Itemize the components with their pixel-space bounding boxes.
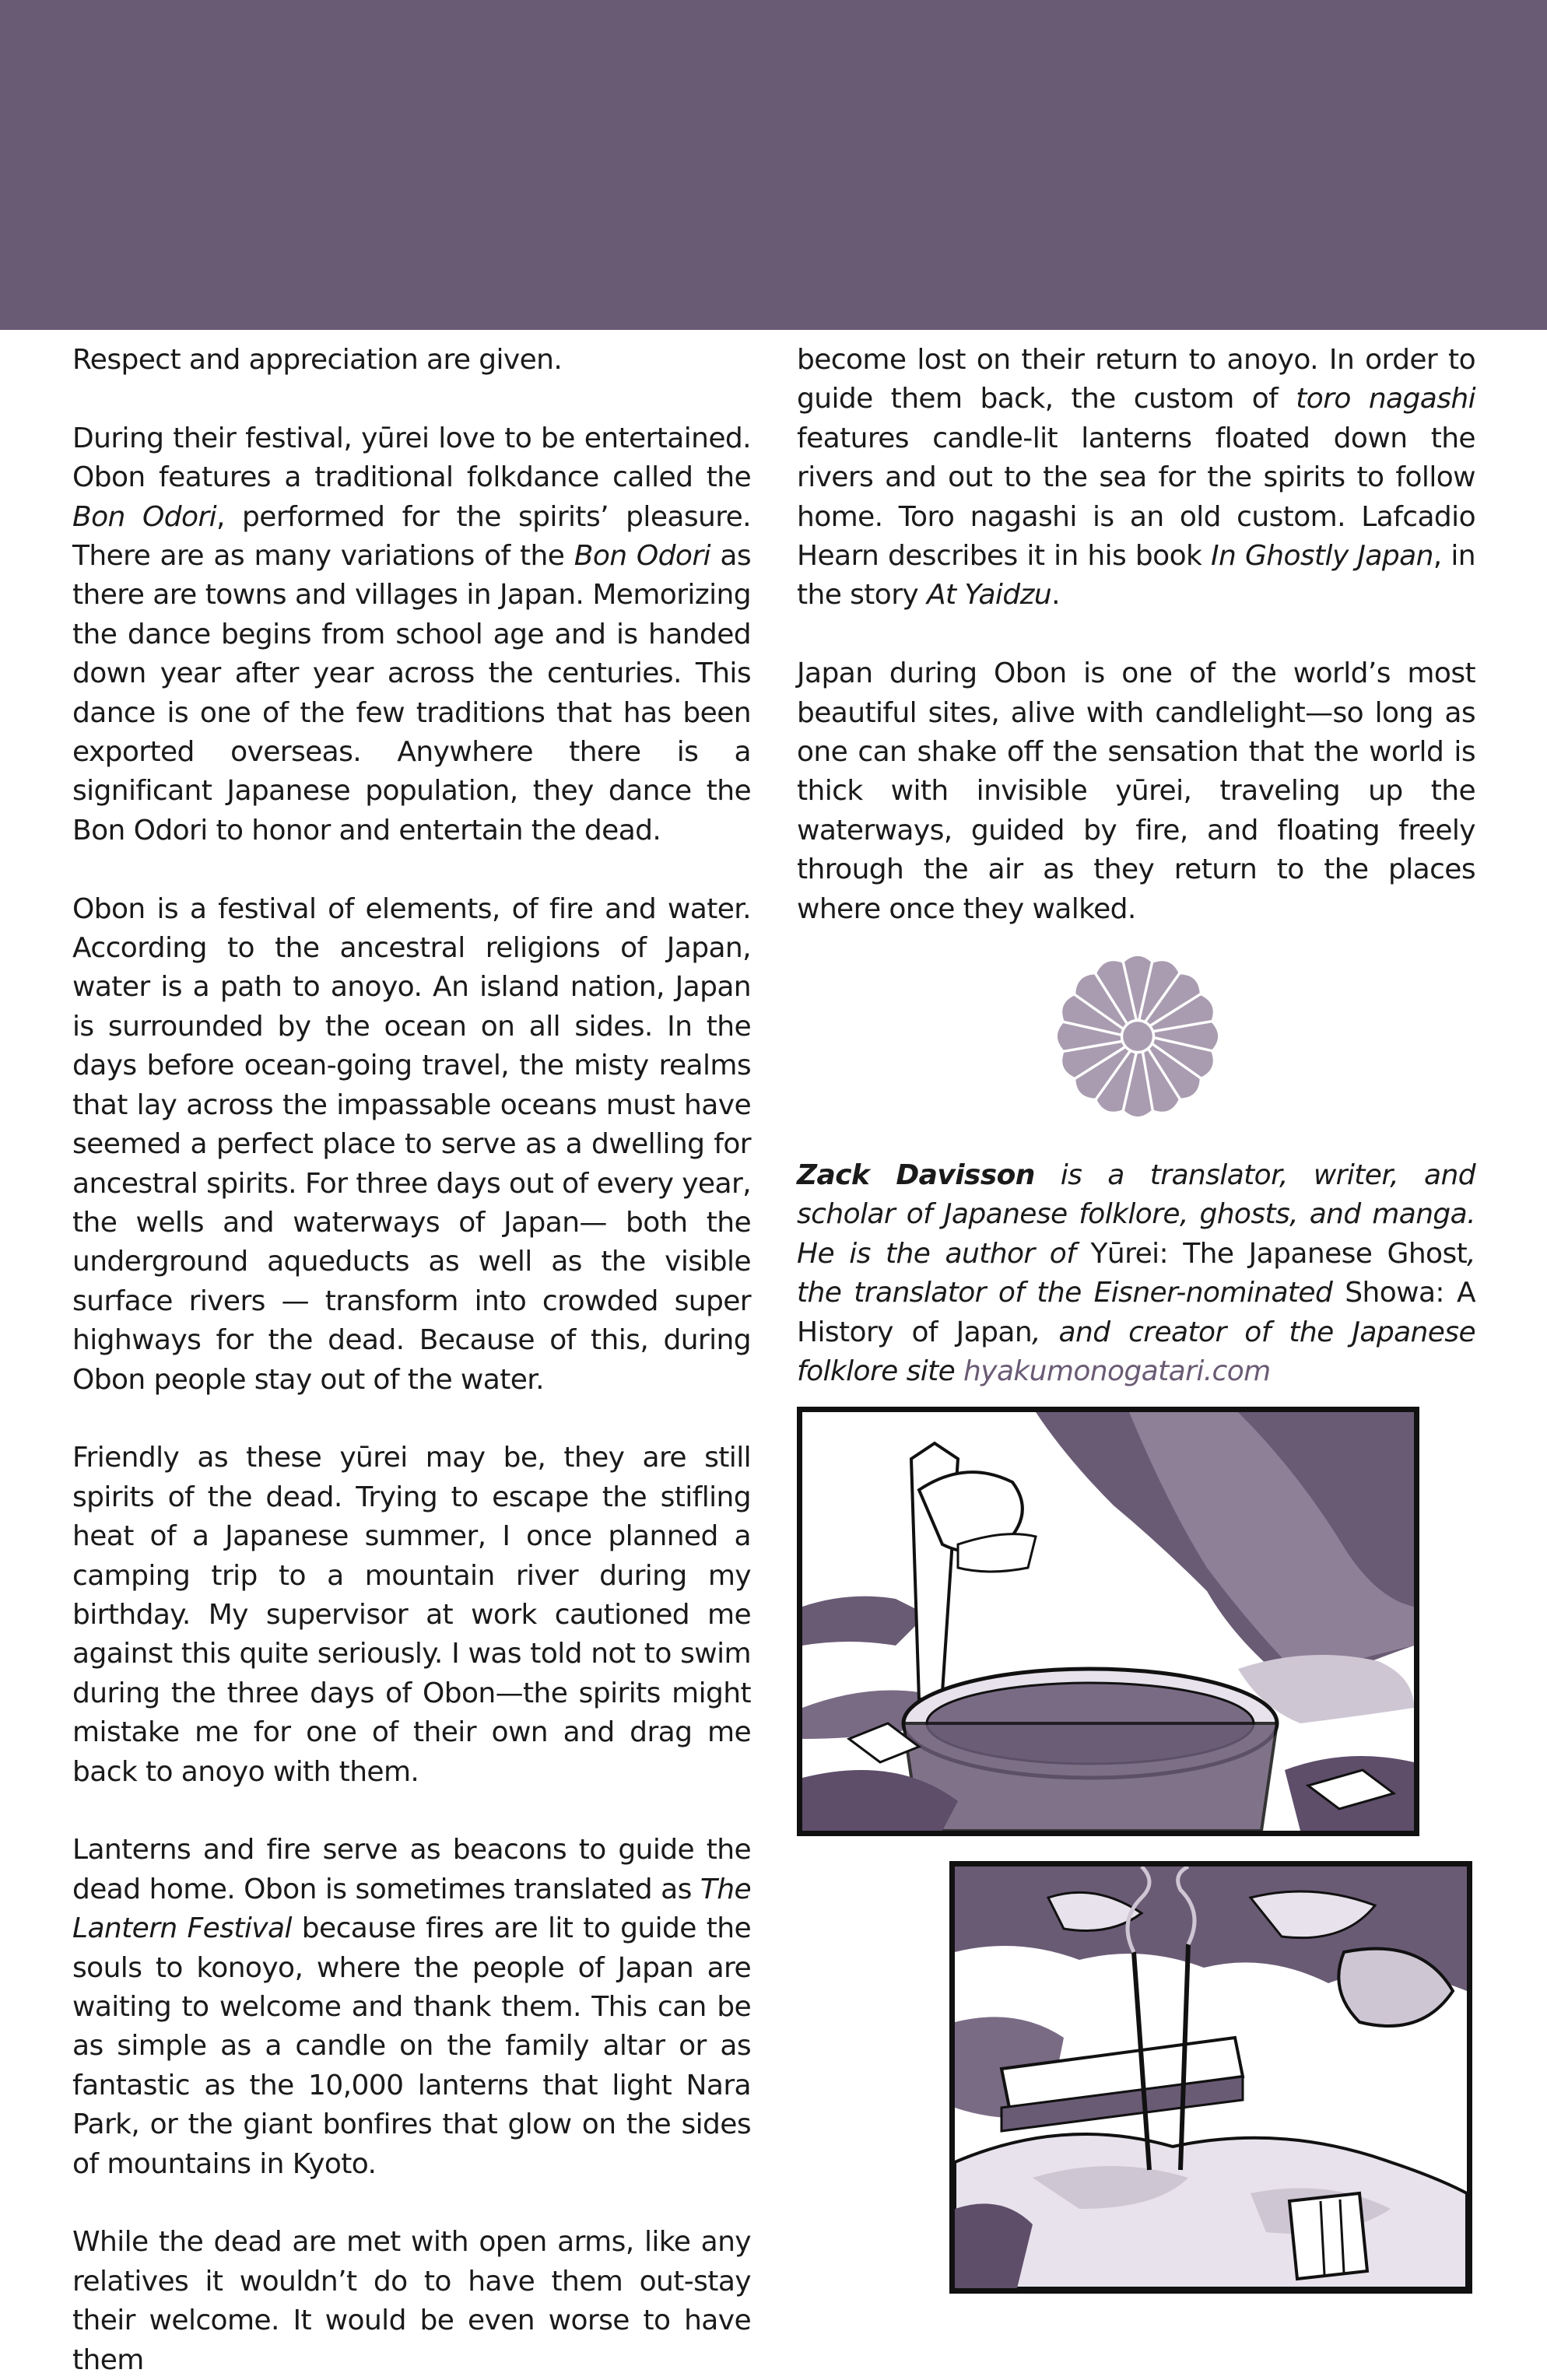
incense-sticks-offering-illustration [955,1866,1467,2288]
author-name: Zack Davisson [797,1159,1035,1191]
paragraph-toro-nagashi: become lost on their return to anoyo. In order to guide them back, the custom of toro nagashi features candle-lit lanterns floated down the rivers and out to the sea for the spirits to follow home. Toro nagashi is an old custom. Lafcadio Hearn describes it in his book In Ghostly Japan, in the story At Yaidzu. [797,344,1475,612]
paragraph-fire-and-water: Obon is a festival of elements, of fire and water. According to the ancestral religions of Japan, water is a path to anoyo. An island nation, Japan is surrounded by the ocean on all sides. In the days before ocean-going travel, the misty realms that lay across the impassable oceans must have seemed a perfect place to serve as a dwelling for ancestral spirits. For three days out of every year, the wells and waterways of Japan— both the underground aqueducts as well as the visible surface rivers — transform into crowded super highways for the dead. Because of this, during Obon people stay out of the water. [72,892,751,1396]
paragraph-open-arms: While the dead are met with open arms, like any relatives it wouldn’t do to have them out-stay their welcome. It would be even worse to have them [72,2226,751,2376]
header-band [0,0,1547,330]
crest-center [1121,1020,1153,1052]
hands-holding-bucket-illustration [802,1412,1414,1831]
paragraph-candlelight: Japan during Obon is one of the world’s most beautiful sites, alive with candlelight—so long as one can shake off the sensation that the world is thick with invisible yūrei, traveling up the waterways, guided by fire, and floating freely through the air as they return to the places where once they walked. [797,657,1475,925]
article-left-column [72,341,751,2380]
paragraph-lanterns: Lanterns and fire serve as beacons to guide the dead home. Obon is sometimes translated as The Lantern Festival because fires are lit to guide the souls to konoyo, where the people of Japan are waiting to welcome and thank them. This can be as simple as a candle on the family altar or as fantastic as the 10,000 lanterns that light Nara Park, or the giant bonfires that glow on the sides of mountains in Kyoto. [72,1834,751,2180]
folklore-site-link[interactable]: hyakumonogatari.com [963,1355,1271,1388]
paragraph-respect: Respect and appreciation are given. [72,344,563,376]
illustration-panel-incense [949,1861,1472,2294]
illustration-panel-bucket [797,1407,1419,1836]
book-title-showa: Showa: A History of Japan [797,1277,1475,1348]
paragraph-friendly-yurei: Friendly as these yūrei may be, they are still spirits of the dead. Trying to escape the stifling heat of a Japanese summer, I once planned a camping trip to a mountain river during my birthday. My supervisor at work cautioned me against this quite seriously. I was told not to swim during the three days of Obon—the spirits might mistake me for one of their own and drag me back to anoyo with them. [72,1442,751,1788]
book-title-yurei: Yūrei: The Japanese Ghost [1090,1237,1468,1270]
author-bio: Zack Davisson is a translator, writer, and scholar of Japanese folklore, ghosts, and manga. He is the author of Yūrei: The Japanese Ghost, the translator of the Eisner-nominated Showa: A History of Japan, and creator of the Japanese folklore site hyakumonogatari.com [797,1159,1476,1388]
chrysanthemum-crest-icon [1049,948,1226,1125]
article-right-column [797,341,1475,929]
paragraph-bon-odori: During their festival, yūrei love to be entertained. Obon features a traditional folkdance called the Bon Odori, performed for the spirits’ pleasure. There are as many variations of the Bon Odori as there are towns and villages in Japan. Memorizing the dance begins from school age and is handed down year after year across the centuries. This dance is one of the few traditions that has been exported overseas. Anywhere there is a significant Japanese population, they dance the Bon Odori to honor and entertain the dead. [72,422,751,846]
